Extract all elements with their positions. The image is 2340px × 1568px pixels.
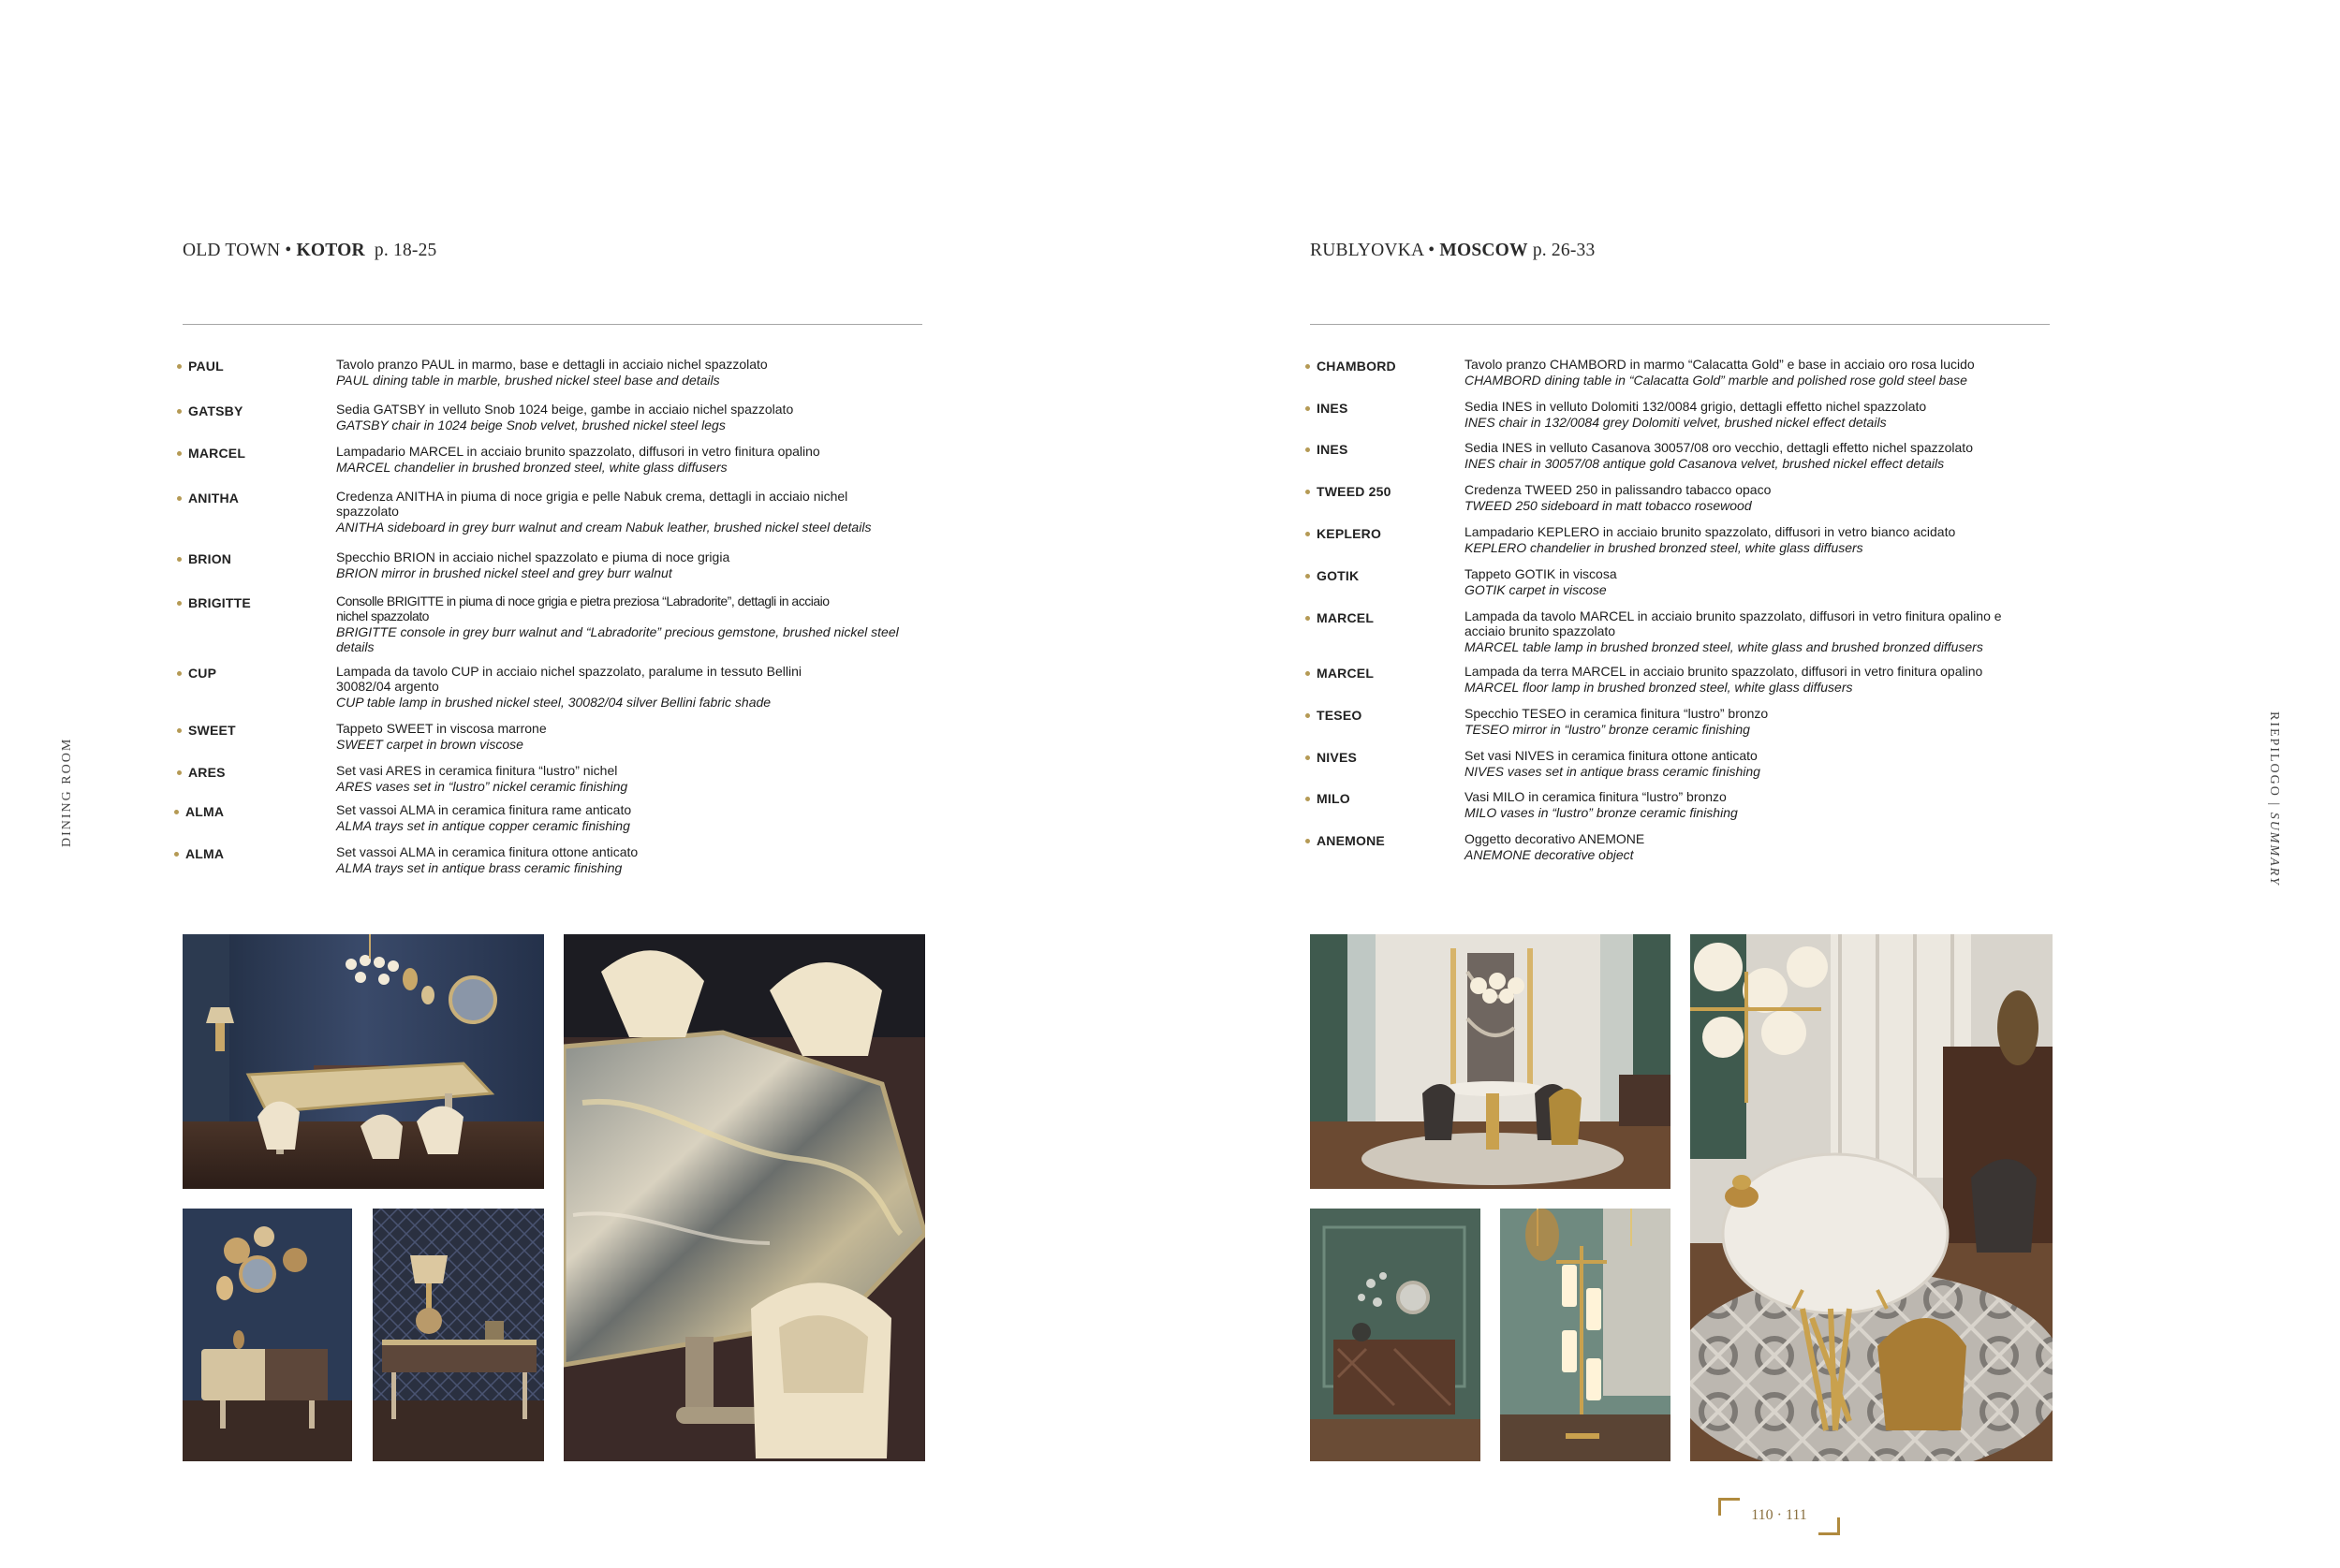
item-desc-en: BRION mirror in brushed nickel steel and grey burr walnut	[336, 565, 672, 580]
item-desc-en: TESEO mirror in “lustro” bronze ceramic finishing	[1464, 722, 1750, 737]
photo-kotor-console-lamp	[373, 1209, 544, 1461]
title-bold: MOSCOW	[1439, 241, 1528, 260]
bullet	[1305, 364, 1310, 369]
item-desc-en: INES chair in 132/0084 grey Dolomiti velvet, brushed nickel effect details	[1464, 415, 1887, 430]
item-name: BRIGITTE	[188, 595, 251, 610]
bullet	[1305, 406, 1310, 411]
bullet	[1305, 839, 1310, 843]
item-desc-it: Set vassoi ALMA in ceramica finitura rame anticato	[336, 802, 632, 817]
item-name: CUP	[188, 666, 217, 681]
item-name: INES	[1317, 442, 1348, 457]
item-desc-en: MARCEL chandelier in brushed bronzed steel, white glass diffusers	[336, 460, 728, 475]
item-name: ARES	[188, 765, 226, 780]
item-desc-it: Lampadario KEPLERO in acciaio brunito spazzolato, diffusori in vetro bianco acidato	[1464, 524, 1956, 539]
bullet	[1305, 532, 1310, 536]
item-desc-en: ALMA trays set in antique copper ceramic finishing	[336, 818, 630, 833]
item-desc-en: MILO vases in “lustro” bronze ceramic finishing	[1464, 805, 1738, 820]
item-desc-en: PAUL dining table in marble, brushed nickel steel base and details	[336, 373, 720, 388]
page-number	[1718, 1498, 1840, 1535]
side-label-summary-text: SUMMARY	[2267, 812, 2281, 887]
bullet	[1305, 490, 1310, 494]
bullet	[1305, 755, 1310, 760]
item-desc-en: MARCEL floor lamp in brushed bronzed steel, white glass diffusers	[1464, 680, 1853, 695]
photo-moscow-table-detail	[1690, 934, 2053, 1461]
item-name: NIVES	[1317, 750, 1358, 765]
item-name: MARCEL	[188, 446, 246, 461]
bullet	[177, 671, 182, 676]
item-name: ALMA	[185, 804, 225, 819]
bullet	[174, 852, 179, 857]
item-desc-it: Credenza ANITHA in piuma di noce grigia e pelle Nabuk crema, dettagli in acciaio nichel spazzolato	[336, 489, 848, 519]
bullet	[177, 770, 182, 775]
item-desc-en: CHAMBORD dining table in “Calacatta Gold” marble and polished rose gold steel base	[1464, 373, 1967, 388]
item-desc-it: Specchio BRION in acciaio nichel spazzolato e piuma di noce grigia	[336, 550, 730, 564]
title-prefix: RUBLYOVKA •	[1310, 241, 1440, 260]
title-pages: p. 18-25	[364, 241, 437, 260]
item-name: ALMA	[185, 846, 225, 861]
item-name: MARCEL	[1317, 610, 1375, 625]
item-desc-it: Set vasi ARES in ceramica finitura “lustro” nichel	[336, 763, 618, 778]
item-name: ANITHA	[188, 491, 240, 506]
item-desc-it: Specchio TESEO in ceramica finitura “lustro” bronzo	[1464, 706, 1769, 721]
photo-moscow-dining-room	[1310, 934, 1670, 1189]
item-desc-it: Sedia GATSBY in velluto Snob 1024 beige, gambe in acciaio nichel spazzolato	[336, 402, 794, 417]
item-desc-en: NIVES vases set in antique brass ceramic finishing	[1464, 764, 1760, 779]
divider-line	[1310, 324, 2050, 325]
item-name: GATSBY	[188, 403, 243, 418]
item-name: ANEMONE	[1317, 833, 1385, 848]
item-desc-it: Set vasi NIVES in ceramica finitura ottone anticato	[1464, 748, 1758, 763]
item-desc-it: Lampada da tavolo CUP in acciaio nichel spazzolato, paralume in tessuto Bellini 30082/04 argento	[336, 664, 802, 694]
item-desc-it: Tavolo pranzo PAUL in marmo, base e dettagli in acciaio nichel spazzolato	[336, 357, 768, 372]
item-name: MARCEL	[1317, 666, 1375, 681]
bullet	[1305, 447, 1310, 452]
section-title-kotor	[183, 241, 437, 261]
item-name: TWEED 250	[1317, 484, 1391, 499]
bullet	[174, 810, 179, 814]
bullet	[1305, 616, 1310, 621]
item-desc-en: CUP table lamp in brushed nickel steel, 30082/04 silver Bellini fabric shade	[336, 695, 772, 710]
section-title-moscow	[1310, 241, 1595, 261]
photo-moscow-lamp	[1500, 1209, 1670, 1461]
item-desc-en: TWEED 250 sideboard in matt tobacco rosewood	[1464, 498, 1752, 513]
item-name: SWEET	[188, 723, 236, 738]
item-desc-en: ANITHA sideboard in grey burr walnut and cream Nabuk leather, brushed nickel steel details	[336, 520, 872, 535]
item-desc-it: Tavolo pranzo CHAMBORD in marmo “Calacatta Gold” e base in acciaio oro rosa lucido	[1464, 357, 1975, 372]
bullet	[177, 409, 182, 414]
item-name: MILO	[1317, 791, 1350, 806]
item-name: PAUL	[188, 359, 224, 374]
bullet	[177, 451, 182, 456]
bullet	[177, 728, 182, 733]
photo-kotor-dining-room	[183, 934, 544, 1189]
photo-kotor-sideboard-mirrors	[183, 1209, 352, 1461]
item-desc-en: GOTIK carpet in viscose	[1464, 582, 1607, 597]
item-desc-it: Oggetto decorativo ANEMONE	[1464, 831, 1645, 846]
side-label-riepilogo: RIEPILOGO |	[2267, 711, 2281, 813]
item-desc-en: SWEET carpet in brown viscose	[336, 737, 523, 752]
bullet	[177, 601, 182, 606]
item-name: BRION	[188, 551, 232, 566]
item-desc-en: ALMA trays set in antique brass ceramic finishing	[336, 860, 623, 875]
title-prefix: OLD TOWN •	[183, 241, 297, 260]
item-desc-en: BRIGITTE console in grey burr walnut and “Labradorite” precious gemstone, brushed nickel steel details	[336, 624, 899, 654]
item-desc-it: Tappeto SWEET in viscosa marrone	[336, 721, 547, 736]
item-name: INES	[1317, 401, 1348, 416]
item-desc-it: Lampadario MARCEL in acciaio brunito spazzolato, diffusori in vetro finitura opalino	[336, 444, 820, 459]
item-desc-it: Sedia INES in velluto Casanova 30057/08 oro vecchio, dettagli effetto nichel spazzolato	[1464, 440, 1973, 455]
item-name: CHAMBORD	[1317, 359, 1396, 374]
bullet	[177, 364, 182, 369]
bullet	[1305, 574, 1310, 579]
title-bold: KOTOR	[296, 241, 365, 260]
bullet	[177, 496, 182, 501]
divider-line	[183, 324, 922, 325]
bullet	[1305, 713, 1310, 718]
item-desc-en: INES chair in 30057/08 antique gold Casanova velvet, brushed nickel effect details	[1464, 456, 1945, 471]
bullet	[177, 557, 182, 562]
photo-moscow-sideboard	[1310, 1209, 1480, 1461]
side-label-summary	[2266, 711, 2281, 887]
item-desc-it: Consolle BRIGITTE in piuma di noce grigia e pietra preziosa “Labradorite”, dettagli in acciaio nichel spazzolato	[336, 593, 830, 623]
item-desc-en: ANEMONE decorative object	[1464, 847, 1634, 862]
item-desc-it: Vasi MILO in ceramica finitura “lustro” bronzo	[1464, 789, 1727, 804]
item-desc-it: Lampada da tavolo MARCEL in acciaio brunito spazzolato, diffusori in vetro finitura opalino e acciaio brunito spazzolato	[1464, 608, 2002, 638]
side-label-dining-room: DINING ROOM	[60, 737, 74, 847]
item-desc-it: Sedia INES in velluto Dolomiti 132/0084 grigio, dettagli effetto nichel spazzolato	[1464, 399, 1927, 414]
photo-kotor-table-detail	[564, 934, 925, 1461]
item-desc-it: Set vassoi ALMA in ceramica finitura ottone anticato	[336, 844, 639, 859]
page-number-text: 110 · 111	[1751, 1507, 1807, 1523]
bullet	[1305, 671, 1310, 676]
item-desc-en: ARES vases set in “lustro” nickel ceramic finishing	[336, 779, 628, 794]
item-desc-it: Credenza TWEED 250 in palissandro tabacco opaco	[1464, 482, 1772, 497]
item-name: KEPLERO	[1317, 526, 1382, 541]
item-desc-en: GATSBY chair in 1024 beige Snob velvet, brushed nickel steel legs	[336, 418, 726, 432]
item-desc-en: KEPLERO chandelier in brushed bronzed steel, white glass diffusers	[1464, 540, 1863, 555]
item-desc-it: Lampada da terra MARCEL in acciaio brunito spazzolato, diffusori in vetro finitura opalino	[1464, 664, 1983, 679]
item-name: GOTIK	[1317, 568, 1360, 583]
item-name: TESEO	[1317, 708, 1362, 723]
item-desc-it: Tappeto GOTIK in viscosa	[1464, 566, 1617, 581]
item-desc-en: MARCEL table lamp in brushed bronzed steel, white glass and brushed bronzed diffusers	[1464, 639, 1983, 654]
title-pages: p. 26-33	[1527, 241, 1596, 260]
bullet	[1305, 797, 1310, 801]
